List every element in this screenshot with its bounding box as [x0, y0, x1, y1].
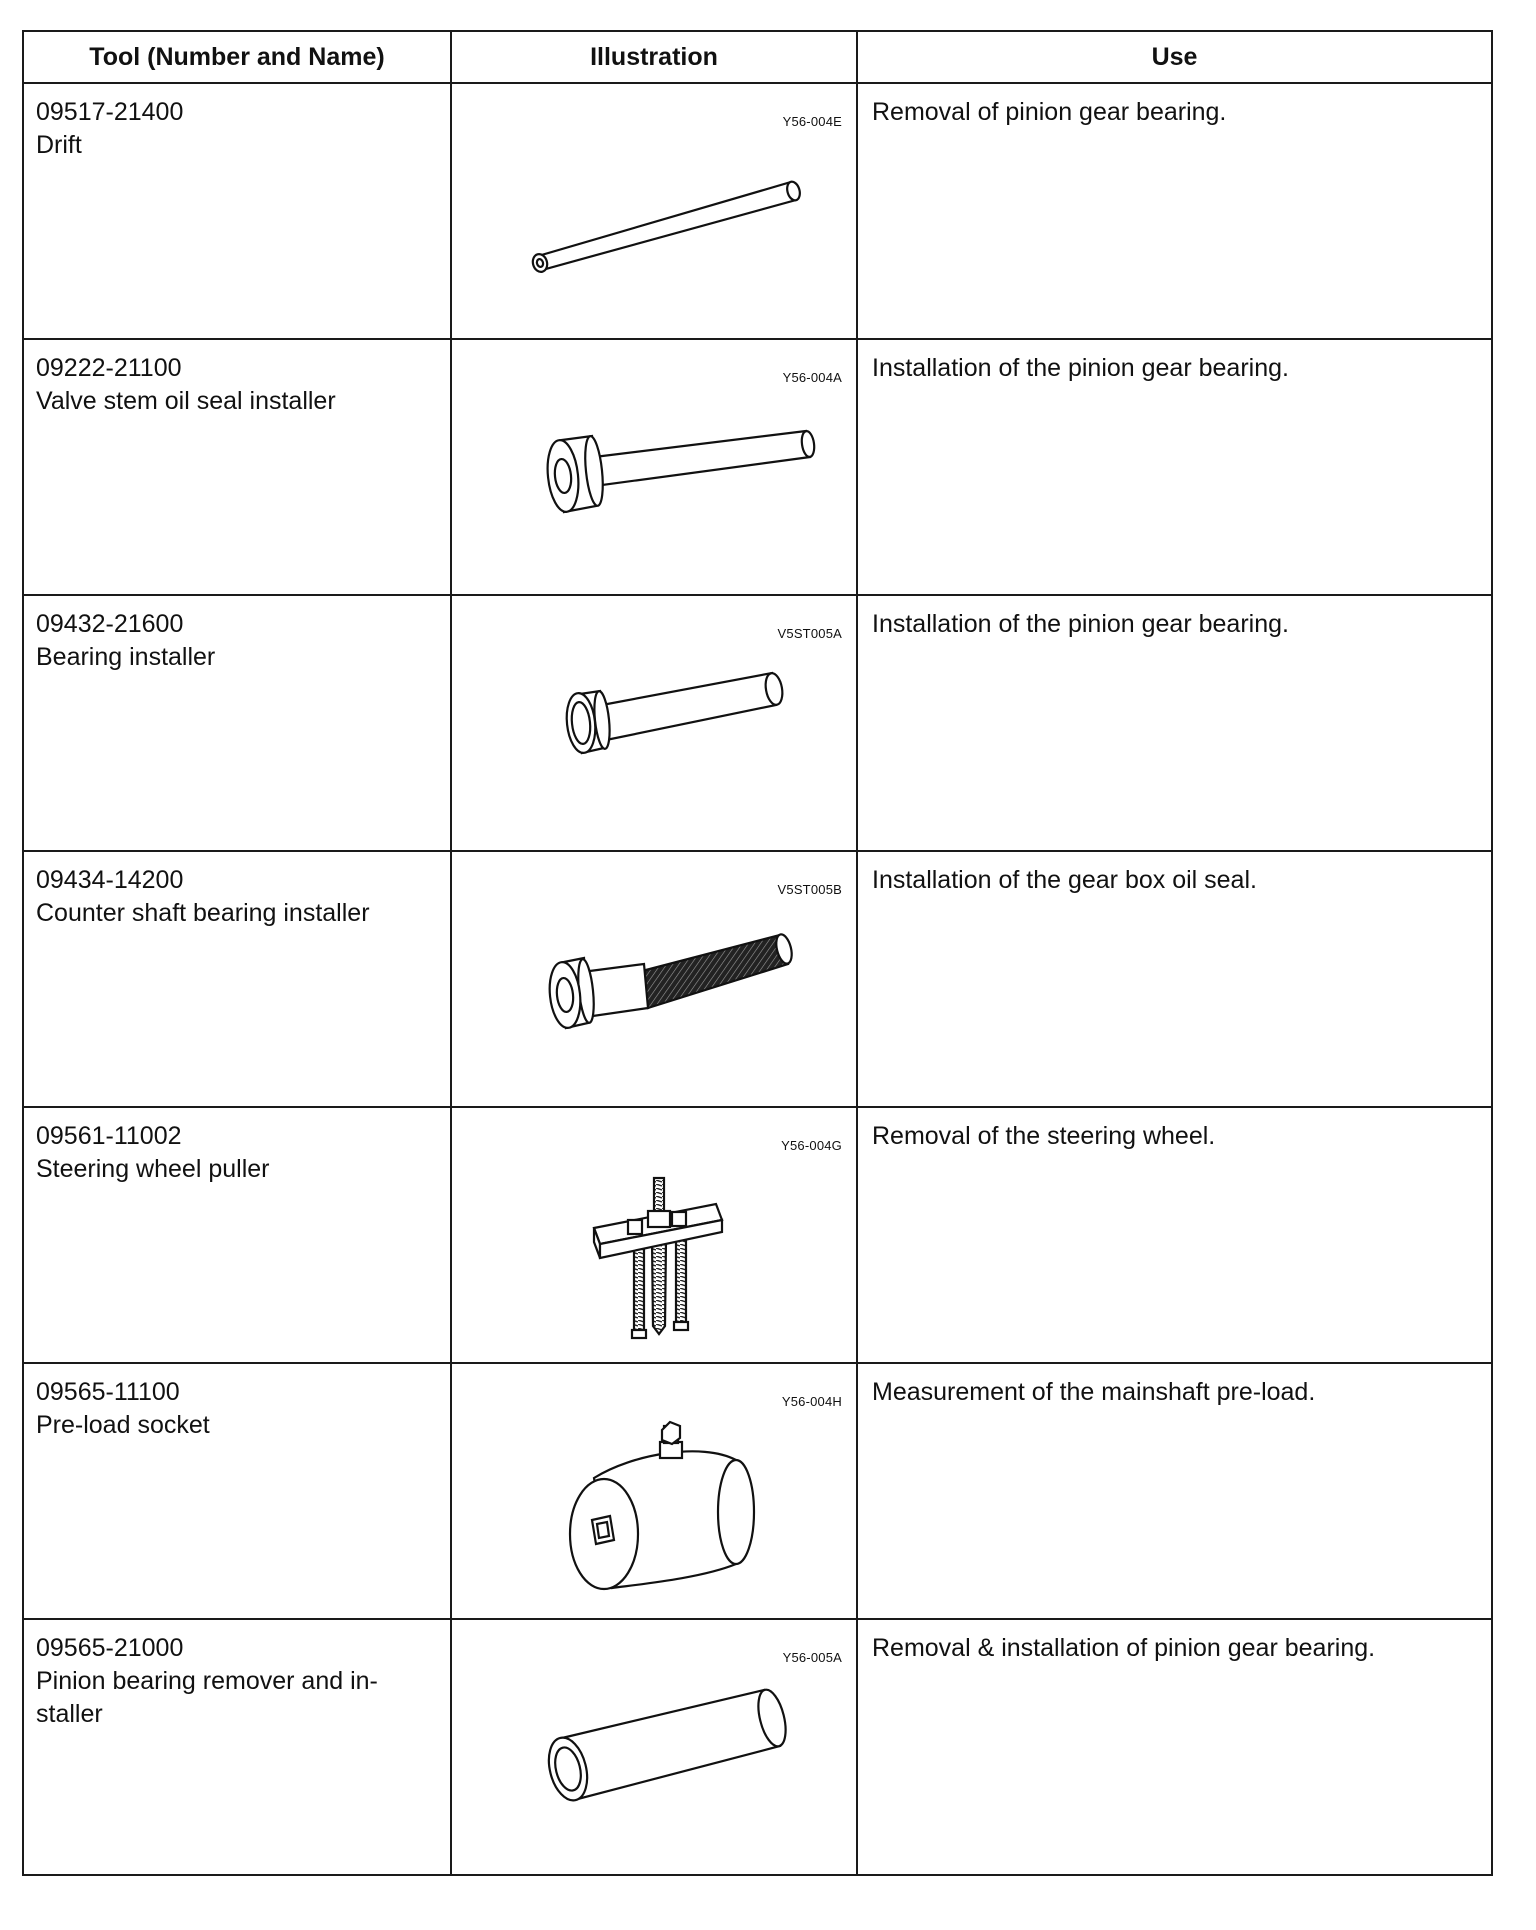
tool-name: Bearing installer — [36, 643, 216, 671]
illustration-code: V5ST005B — [777, 882, 842, 897]
table-row — [23, 595, 1492, 851]
tool-cell — [23, 1107, 451, 1363]
illustration-cell — [451, 595, 857, 851]
use-cell: Removal & installation of pinion gear bearing. — [857, 1619, 1492, 1875]
tool-number: 09565-11100 — [36, 1378, 180, 1406]
tool-cell — [23, 851, 451, 1107]
special-tools-table — [22, 30, 1493, 1876]
table-row — [23, 1363, 1492, 1619]
illustration-code: Y56-004A — [782, 370, 842, 385]
illustration-cell — [451, 1107, 857, 1363]
tool-number: 09434-14200 — [36, 866, 184, 894]
table-row — [23, 1619, 1492, 1875]
use-cell: Installation of the gear box oil seal. — [857, 851, 1492, 1107]
tool-cell — [23, 339, 451, 595]
tool-number: 09432-21600 — [36, 610, 184, 638]
table-row — [23, 851, 1492, 1107]
table-row — [23, 83, 1492, 339]
illustration-cell — [451, 1619, 857, 1875]
tool-number: 09517-21400 — [36, 98, 184, 126]
tool-name: Drift — [36, 131, 82, 159]
illustration-code: Y56-004E — [782, 114, 842, 129]
tool-cell — [23, 1619, 451, 1875]
tool-number: 09222-21100 — [36, 354, 182, 382]
drift-rod-icon — [452, 84, 858, 340]
tool-cell — [23, 83, 451, 339]
use-cell: Installation of the pinion gear bearing. — [857, 595, 1492, 851]
bearing-installer-icon — [452, 596, 858, 852]
illustration-cell — [451, 83, 857, 339]
tool-name: Steering wheel puller — [36, 1155, 270, 1183]
tool-name: Counter shaft bearing installer — [36, 899, 370, 927]
use-cell: Installation of the pinion gear bearing. — [857, 339, 1492, 595]
illustration-cell — [451, 339, 857, 595]
table-header-row — [23, 31, 1492, 83]
header-tool: Tool (Number and Name) — [23, 31, 451, 83]
table-row — [23, 339, 1492, 595]
use-cell: Removal of pinion gear bearing. — [857, 83, 1492, 339]
header-use: Use — [857, 31, 1492, 83]
table-row — [23, 1107, 1492, 1363]
tool-cell — [23, 595, 451, 851]
illustration-code: Y56-005A — [782, 1650, 842, 1665]
tool-number: 09561-11002 — [36, 1122, 182, 1150]
header-illustration: Illustration — [451, 31, 857, 83]
knurled-installer-icon — [452, 852, 858, 1108]
tool-name: Pinion bearing remover and in-staller — [36, 1667, 378, 1728]
illustration-code: Y56-004G — [781, 1138, 842, 1153]
wheel-puller-icon — [452, 1108, 858, 1364]
use-cell: Removal of the steering wheel. — [857, 1107, 1492, 1363]
illustration-cell — [451, 1363, 857, 1619]
seal-installer-icon — [452, 340, 858, 596]
illustration-cell — [451, 851, 857, 1107]
preload-socket-icon — [452, 1364, 858, 1620]
bearing-remover-tube-icon — [452, 1620, 858, 1876]
illustration-code: V5ST005A — [777, 626, 842, 641]
tool-cell — [23, 1363, 451, 1619]
tool-name: Pre-load socket — [36, 1411, 210, 1439]
use-cell: Measurement of the mainshaft pre-load. — [857, 1363, 1492, 1619]
tool-number: 09565-21000 — [36, 1634, 184, 1662]
illustration-code: Y56-004H — [781, 1394, 842, 1409]
tool-name: Valve stem oil seal installer — [36, 387, 336, 415]
